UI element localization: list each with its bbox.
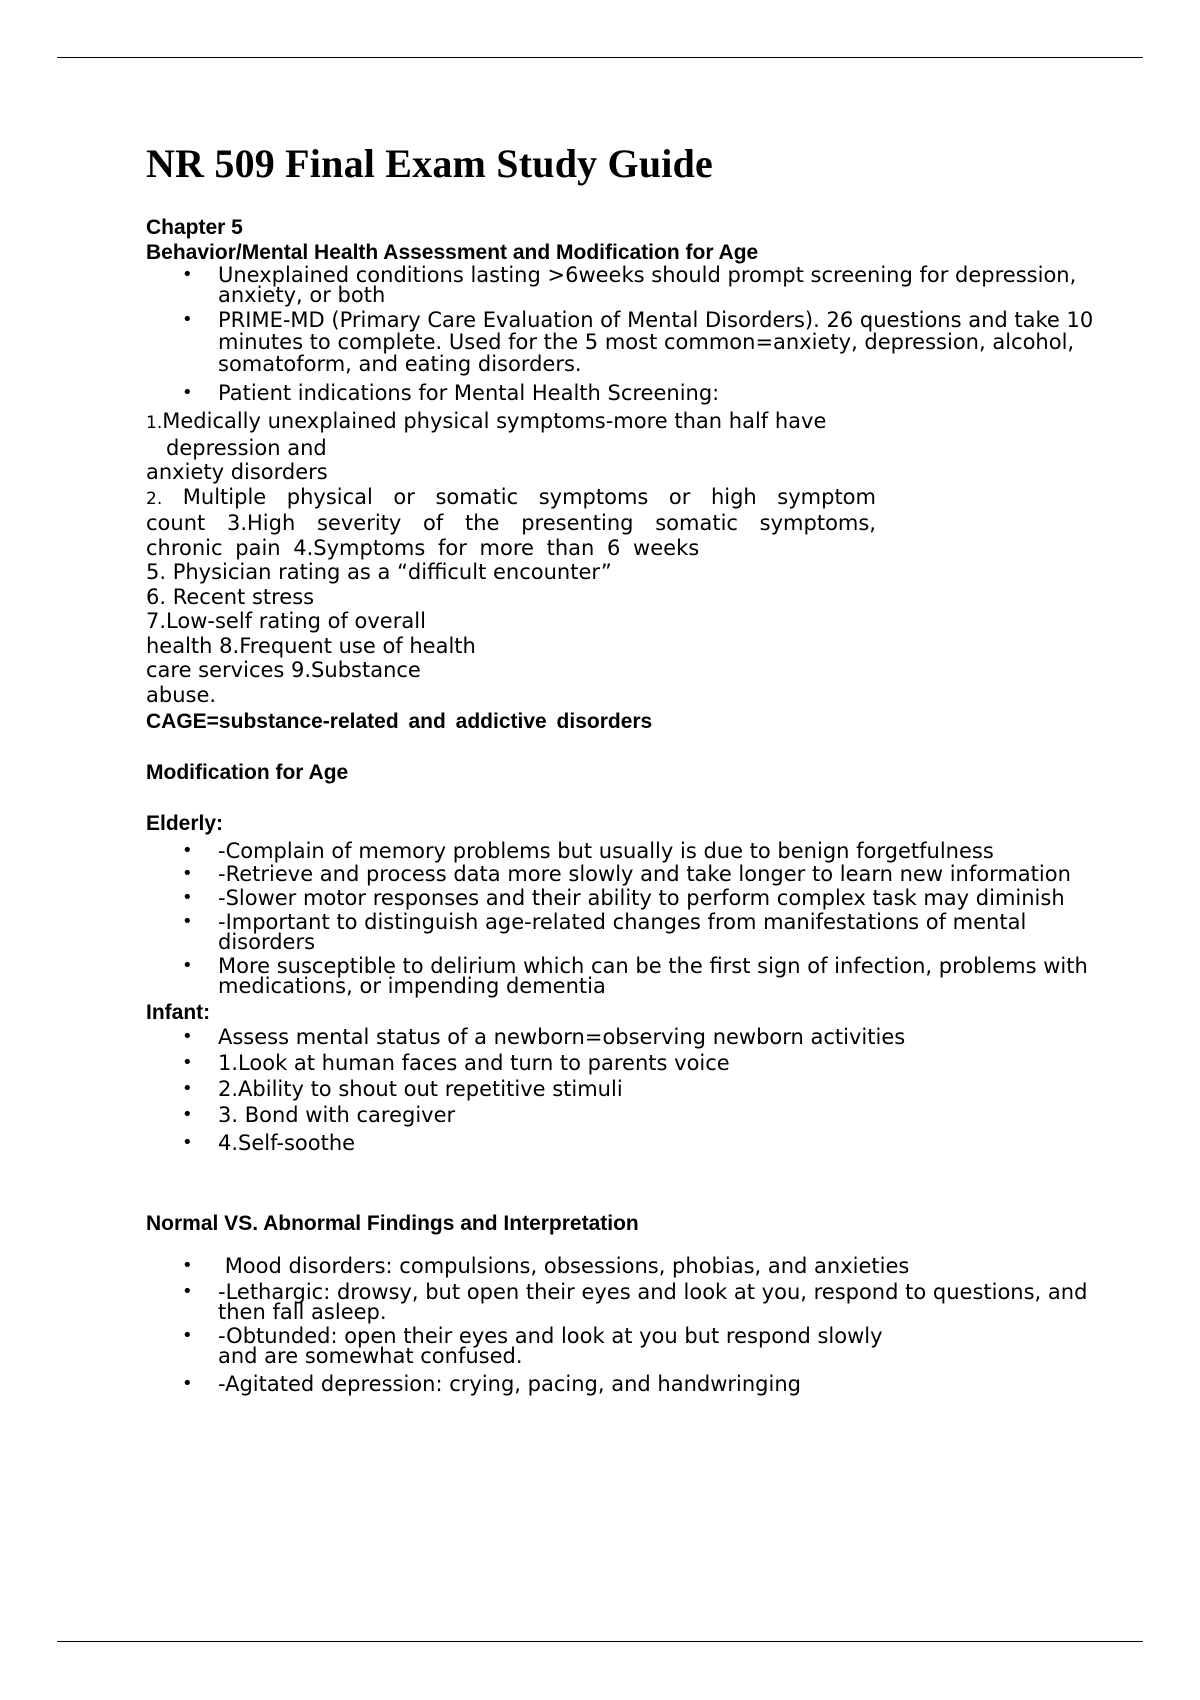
section-heading: Behavior/Mental Health Assessment and Modification for Age: [146, 241, 759, 264]
list-item: • 2.Ability to shout out repetitive stimuli: [146, 1077, 1096, 1101]
list-item: • -Obtunded: open their eyes and look at you but respond slowly and are somewhat confused.: [146, 1326, 918, 1366]
indication-item-9: care services 9.Substance: [146, 658, 421, 682]
list-item: • -Retrieve and process data more slowly and take longer to learn new information: [146, 864, 1096, 884]
infant-bullet-list: [146, 1025, 1096, 1155]
infant-heading: Infant:: [146, 1001, 211, 1024]
indication-item-1-cont2: anxiety disorders: [146, 460, 328, 484]
indication-item-7: 7.Low-self rating of overall: [146, 609, 426, 633]
list-item: • -Complain of memory problems but usually is due to benign forgetfulness: [146, 838, 1096, 864]
list-item: • 4.Self-soothe: [146, 1131, 1096, 1155]
top-rule: [57, 57, 1143, 58]
list-item: • Patient indications for Mental Health Screening:: [146, 381, 1096, 405]
indication-item-1-cont: depression and: [166, 435, 327, 460]
document-body: [146, 140, 1096, 1400]
indication-item-6: 6. Recent stress: [146, 584, 315, 609]
elderly-bullet-list: [146, 838, 1096, 996]
list-item: • -Slower motor responses and their ability to perform complex task may diminish: [146, 888, 1096, 908]
intro-bullet-list: [146, 265, 1096, 405]
list-item: • -Agitated depression: crying, pacing, and handwringing: [146, 1372, 1096, 1396]
indication-item-9-cont: abuse.: [146, 682, 217, 707]
modification-heading: Modification for Age: [146, 761, 349, 784]
list-item: • 3. Bond with caregiver: [146, 1103, 1096, 1127]
list-item: • Assess mental status of a newborn=observing newborn activities: [146, 1025, 1096, 1049]
indication-item-5: 5. Physician rating as a “difficult encounter”: [146, 560, 612, 584]
findings-heading: Normal VS. Abnormal Findings and Interpretation: [146, 1212, 639, 1235]
indications-list: [146, 409, 1096, 707]
indication-item-1: 1.Medically unexplained physical symptoms-more than half have: [146, 409, 827, 433]
list-item: • 1.Look at human faces and turn to parents voice: [146, 1051, 1096, 1075]
chapter-heading: Chapter 5: [146, 216, 243, 239]
indication-item-8: health 8.Frequent use of health: [146, 633, 476, 658]
list-item: • -Important to distinguish age-related changes from manifestations of mental disorders: [146, 912, 1096, 952]
elderly-heading: Elderly:: [146, 812, 224, 835]
list-item: • More susceptible to delirium which can be the first sign of infection, problems with medications, or impending dementia: [146, 956, 1096, 996]
list-item: • Unexplained conditions lasting >6weeks should prompt screening for depression, anxiety, or both: [146, 265, 1096, 305]
bottom-rule: [57, 1641, 1143, 1642]
cage-heading: CAGE=substance-related and addictive disorders: [146, 710, 653, 733]
list-item: • PRIME-MD (Primary Care Evaluation of Mental Disorders). 26 questions and take 10 minutes to complete. Used for the 5 most common=anxiety, depression, alcohol, somatoform, and eating disorders.: [146, 309, 1096, 375]
list-item: • -Lethargic: drowsy, but open their eyes and look at you, respond to questions, and then fall asleep.: [146, 1282, 1096, 1322]
document-title: NR 509 Final Exam Study Guide: [146, 141, 714, 186]
indication-item-2: 2. Multiple physical or somatic symptoms or high symptom count 3.High severity of the presenting somatic symptoms, chronic pain 4.Symptoms for more than 6 weeks: [146, 484, 876, 560]
list-item: • Mood disorders: compulsions, obsessions, phobias, and anxieties: [146, 1254, 1096, 1278]
findings-bullet-list: [146, 1254, 1096, 1396]
